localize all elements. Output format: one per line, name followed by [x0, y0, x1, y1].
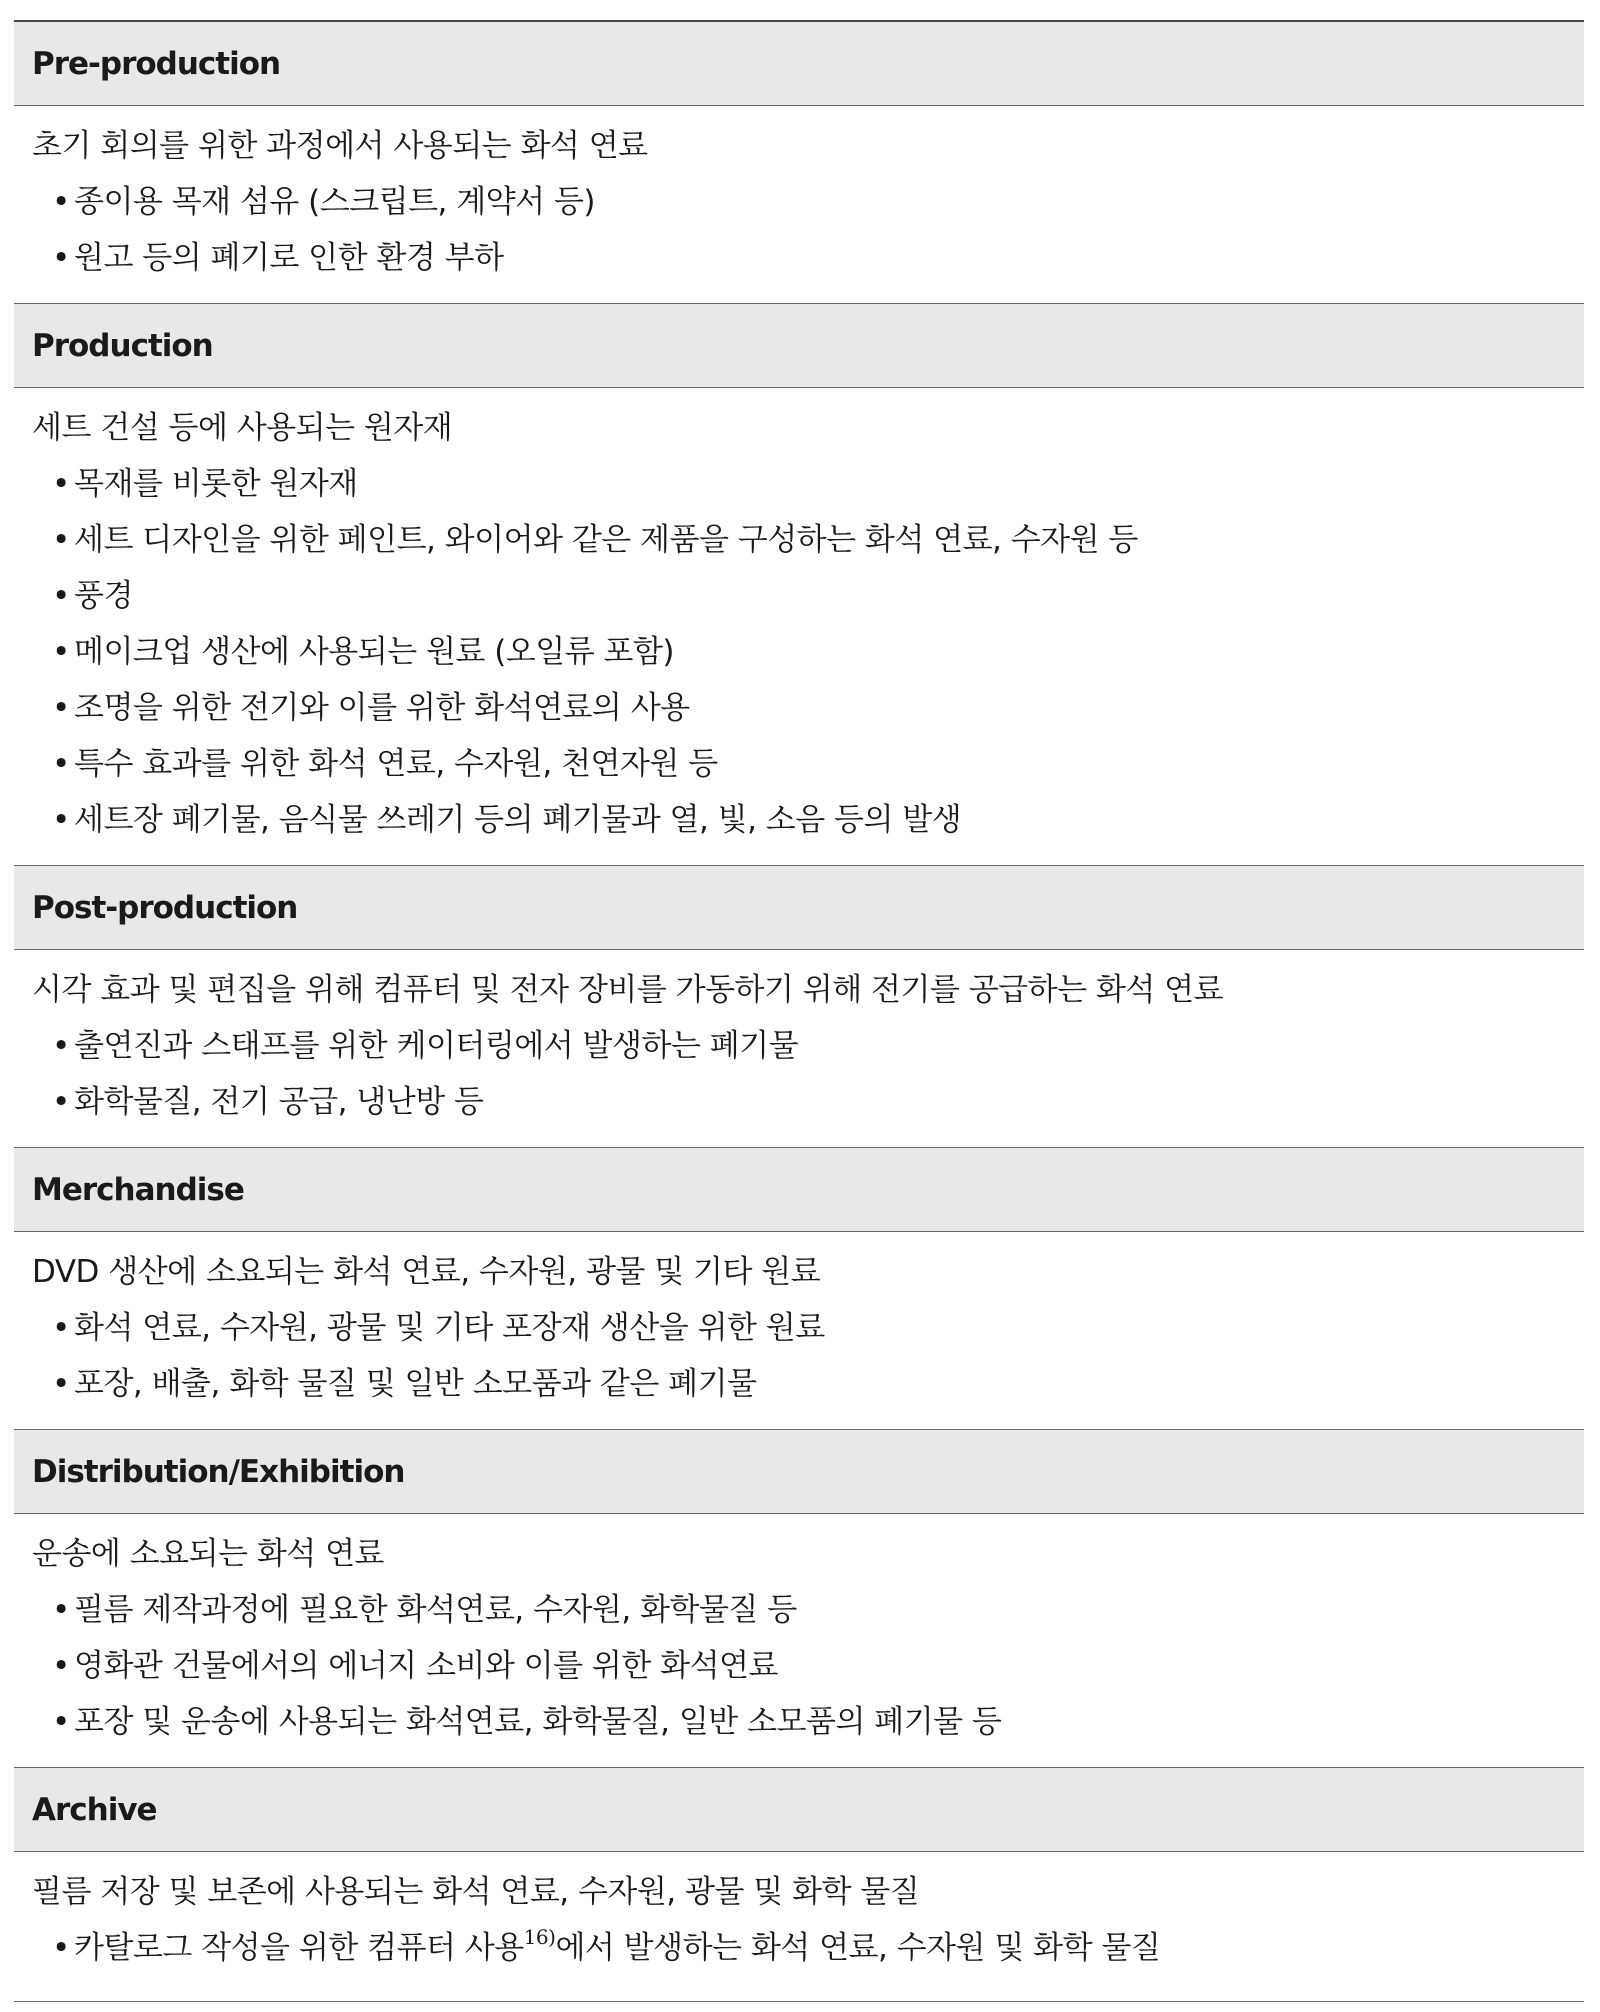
- bullet-icon: •: [52, 240, 70, 276]
- bullet-icon: •: [52, 1366, 70, 1402]
- section-title: Pre-production: [32, 45, 281, 82]
- section-intro: 필름 저장 및 보존에 사용되는 화석 연료, 수자원, 광물 및 화학 물질: [32, 1874, 920, 1910]
- section-body-merchandise: [14, 1232, 1584, 1430]
- list-item: • 종이용 목재 섬유 (스크립트, 계약서 등): [32, 174, 1584, 230]
- section-header-production: [14, 304, 1584, 388]
- list-item: • 포장 및 운송에 사용되는 화석연료, 화학물질, 일반 소모품의 폐기물 등: [32, 1694, 1584, 1750]
- bullet-icon: •: [52, 1704, 70, 1740]
- bullet-icon: •: [52, 578, 70, 614]
- bullet-icon: •: [52, 1028, 70, 1064]
- section-body-production: [14, 388, 1584, 866]
- list-item: • 카탈로그 작성을 위한 컴퓨터 사용$^{16)}$에서 발생하는 화석 연료, 수자원 및 화학 물질: [32, 1920, 1584, 1976]
- section-intro: DVD 생산에 소요되는 화석 연료, 수자원, 광물 및 기타 원료: [32, 1254, 821, 1290]
- section-body-distribution-exhibition: [14, 1514, 1584, 1768]
- section-title: Production: [32, 327, 213, 364]
- list-item: • 조명을 위한 전기와 이를 위한 화석연료의 사용: [32, 680, 1584, 736]
- bullet-icon: •: [52, 1310, 70, 1346]
- list-item: • 화석 연료, 수자원, 광물 및 기타 포장재 생산을 위한 원료: [32, 1300, 1584, 1356]
- section-header-archive: [14, 1768, 1584, 1852]
- list-item: • 특수 효과를 위한 화석 연료, 수자원, 천연자원 등: [32, 736, 1584, 792]
- list-item: • 필름 제작과정에 필요한 화석연료, 수자원, 화학물질 등: [32, 1582, 1584, 1638]
- bullet-icon: •: [52, 1648, 70, 1684]
- list-item: • 목재를 비롯한 원자재: [32, 456, 1584, 512]
- bullet-icon: •: [52, 522, 70, 558]
- section-header-merchandise: [14, 1148, 1584, 1232]
- list-item: • 풍경: [32, 568, 1584, 624]
- bullet-icon: •: [52, 466, 70, 502]
- section-body-post-production: [14, 950, 1584, 1148]
- list-item: • 화학물질, 전기 공급, 냉난방 등: [32, 1074, 1584, 1130]
- bullet-icon: •: [52, 1592, 70, 1628]
- section-header-pre-production: [14, 22, 1584, 106]
- list-item: • 메이크업 생산에 사용되는 원료 (오일류 포함): [32, 624, 1584, 680]
- section-header-distribution-exhibition: [14, 1430, 1584, 1514]
- bullet-icon: •: [52, 1084, 70, 1120]
- bullet-icon: •: [52, 690, 70, 726]
- section-title: Archive: [32, 1791, 157, 1828]
- bullet-icon: •: [52, 746, 70, 782]
- bullet-icon: •: [52, 802, 70, 838]
- bullet-icon: •: [52, 634, 70, 670]
- section-body-archive: [14, 1852, 1584, 2002]
- footnote-marker[interactable]: 16): [523, 1925, 556, 1949]
- section-header-post-production: [14, 866, 1584, 950]
- list-item: • 원고 등의 폐기로 인한 환경 부하: [32, 230, 1584, 286]
- list-item: • 세트 디자인을 위한 페인트, 와이어와 같은 제품을 구성하는 화석 연료, 수자원 등: [32, 512, 1584, 568]
- list-item: • 영화관 건물에서의 에너지 소비와 이를 위한 화석연료: [32, 1638, 1584, 1694]
- lifecycle-table: [14, 20, 1584, 2002]
- section-title: Merchandise: [32, 1171, 244, 1208]
- bullet-icon: •: [52, 184, 70, 220]
- section-title: Distribution/Exhibition: [32, 1453, 405, 1490]
- list-item: • 출연진과 스태프를 위한 케이터링에서 발생하는 폐기물: [32, 1018, 1584, 1074]
- list-item: • 포장, 배출, 화학 물질 및 일반 소모품과 같은 폐기물: [32, 1356, 1584, 1412]
- list-item: • 세트장 폐기물, 음식물 쓰레기 등의 폐기물과 열, 빛, 소음 등의 발생: [32, 792, 1584, 848]
- section-intro: 시각 효과 및 편집을 위해 컴퓨터 및 전자 장비를 가동하기 위해 전기를 공급하는 화석 연료: [32, 972, 1224, 1008]
- bullet-icon: •: [52, 1930, 70, 1966]
- section-intro: 운송에 소요되는 화석 연료: [32, 1536, 384, 1572]
- section-body-pre-production: [14, 106, 1584, 304]
- section-title: Post-production: [32, 889, 298, 926]
- section-intro: 세트 건설 등에 사용되는 원자재: [32, 410, 453, 446]
- section-intro: 초기 회의를 위한 과정에서 사용되는 화석 연료: [32, 128, 648, 164]
